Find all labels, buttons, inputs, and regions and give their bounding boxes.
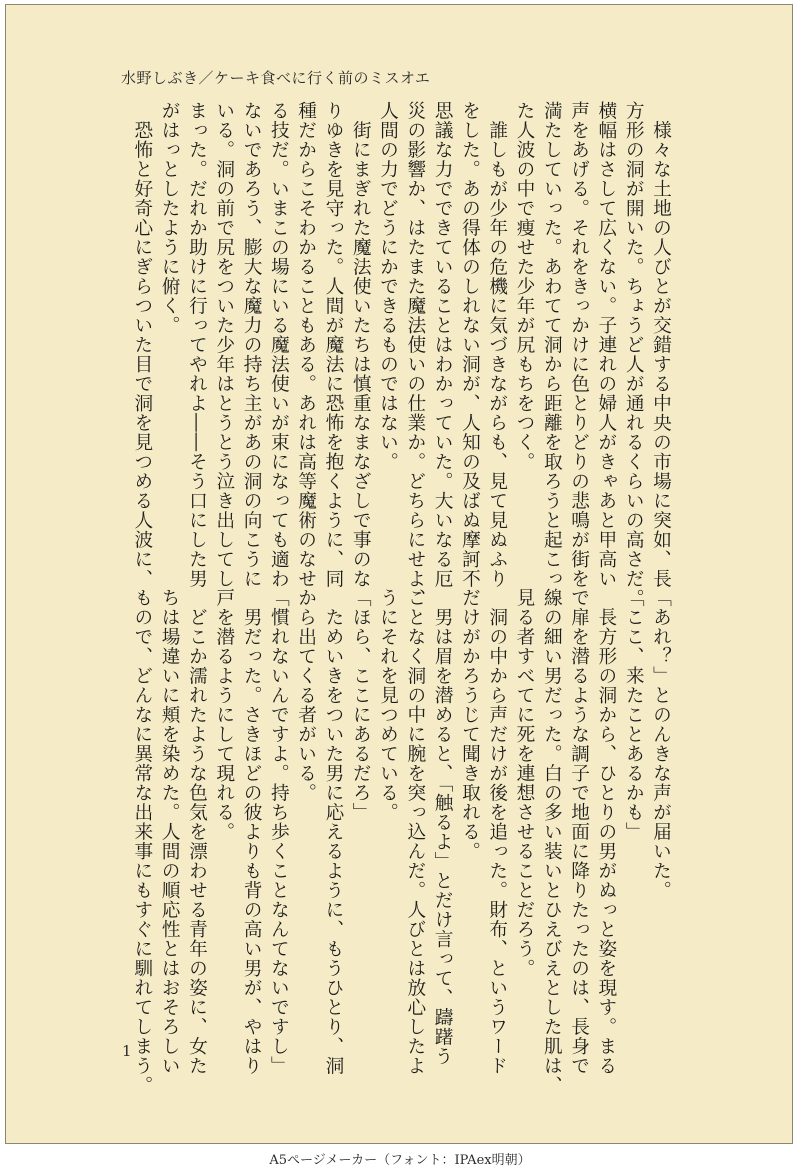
- footer-caption: A5ページメーカー（フォント：IPAex明朝）: [269, 1153, 531, 1168]
- page: [5, 4, 793, 1144]
- body-text-lower: 「あれ？」とのんきな声が届いた。 「ここ、来たことあるかも」 長方形の洞から、ひとりの男がぬっと姿を現す。まる で扉を潜るような調子で地面に降りたったのは、長身で 線の細い男だった。白の多い装いとひえびえとした肌は、 見る者すべてに死を連想させることだろう。 洞の中から声だけが後を追った。財布、というワード だけがかろうじて聞き取れる。 男は眉を潜めると、「触るよ」とだけ言って、躊躇う ことなく洞の中に腕を突っ込んだ。人びとは放心したよ うにそれを見つめている。 「ほら、ここにあるだろ」 ためいきをついた男に応えるように、もうひとり、洞 から出てくる者がいる。 「慣れないんですよ。持ち歩くことなんてないですし」 男だった。さきほどの彼よりも背の高い男が、やはり 戸を潜るようにして現れる。 どこか濡れたような色気を漂わせる青年の姿に、女た ちは場違いに頬を染めた。人間の順応性とはおそろしい もので、どんなに異常な出来事にもすぐに馴れてしまう。: [131, 588, 671, 1095]
- running-header: 水野しぶき／ケーキ食べに行く前のミスオエ: [121, 69, 431, 87]
- page-number: 1: [122, 1042, 132, 1060]
- body-text-upper: 様々な土地の人びとが交錯する中央の市場に突如、長 方形の洞が開いた。ちょうど人が通れるくらいの高さだ。 横幅はさして広くない。子連れの婦人がきゃあと甲高い 声をあげる。それをきっかけに色とりどりの悲鳴が街を 満たしていった。あわてて洞から距離を取ろうと起こっ た人波の中で痩せた少年が尻もちをつく。 誰しもが少年の危機に気づきながらも、見て見ぬふり をした。あの得体のしれない洞が、人知の及ばぬ摩訶不 思議な力でできていることはわかっていた。大いなる厄 災の影響か、はたまた魔法使いの仕業か。どちらにせよ、 人間の力でどうにかできるものではない。 街にまぎれた魔法使いたちは慎重なまなざしで事のな りゆきを見守った。人間が魔法に恐怖を抱くように、同 種だからこそわかることもある。あれは高等魔術のなせ る技だ。いまこの場にいる魔法使いが束になっても適わ ないであろう、膨大な魔力の持ち主があの洞の向こうに いる。洞の前で尻をついた少年はとうとう泣き出してし まった。だれか助けに行ってやれよ――そう口にした男 がはっとしたように俯く。 恐怖と好奇心にぎらついた目で洞を見つめる人波に、: [131, 101, 671, 608]
